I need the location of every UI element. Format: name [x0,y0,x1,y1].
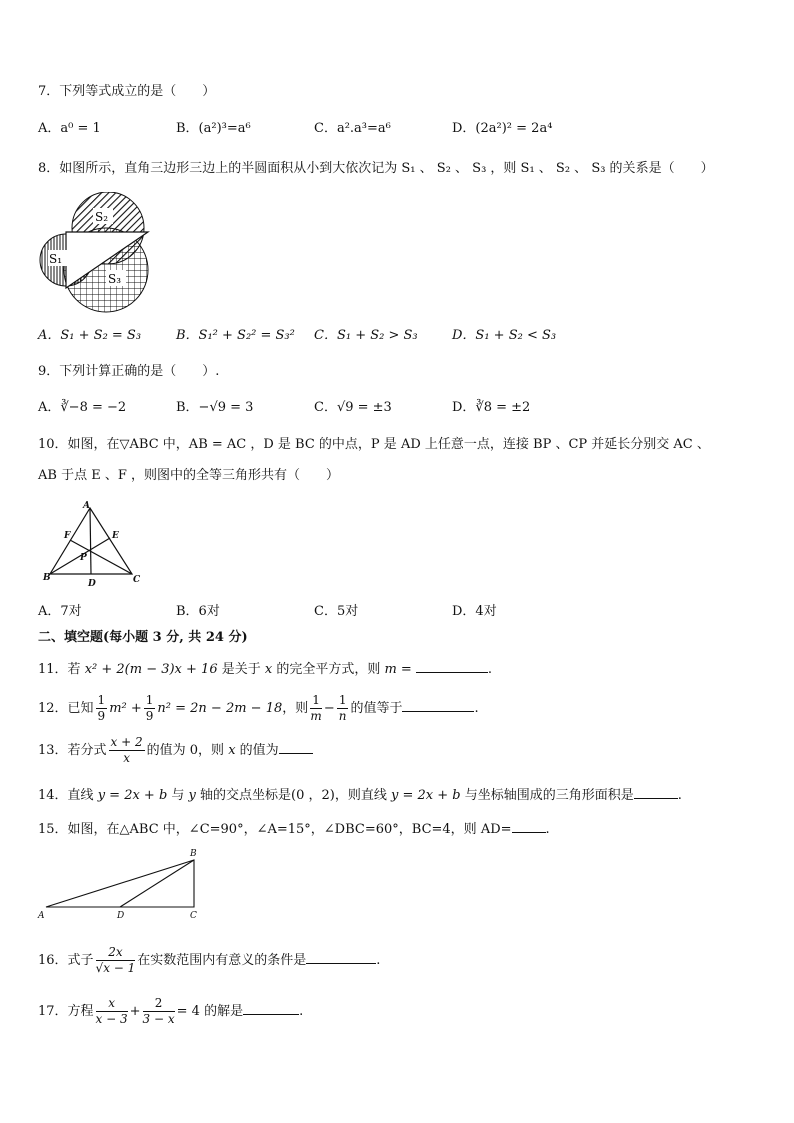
q10-option-c: C．5对 [314,604,359,619]
q16-frac-den: √x − 1 [95,961,136,975]
q15 [38,819,550,840]
label-a: A [83,501,90,511]
q12-frac4 [337,693,349,724]
label-b: B [190,849,197,859]
q13-var: x [228,743,236,758]
q9-option-d: D．∛8 = ±2 [452,400,531,415]
q12-answer-blank[interactable] [402,698,474,712]
section2-heading: 二、填空题(每小题 3 分, 共 24 分) [38,630,248,645]
q16-end: . [376,953,381,968]
q15-end: . [545,822,550,837]
s1-label: S₁ [49,252,63,266]
q16-frac-num: 2x [96,945,136,961]
label-c: C [190,911,197,921]
q12-frac3-num: 1 [312,693,320,707]
q11-answer-blank[interactable] [416,659,488,673]
q14-eq2: y = 2x + b [391,788,461,803]
q15-triangle-figure [34,846,214,922]
q12-term2: n² = 2n − 2m − 18 [157,701,283,716]
q12 [38,692,479,726]
q12-end: . [474,701,479,716]
q13-frac-den: x [123,751,130,765]
q14-answer-blank[interactable] [634,785,678,799]
q16-post: 在实数范围内有意义的条件是 [137,953,307,968]
q14 [38,785,682,806]
q9-option-b: B．−√9 = 3 [176,400,254,415]
q10-option-d: D．4对 [452,604,497,619]
q15-answer-blank[interactable] [512,819,546,833]
q17-frac1-den: x − 3 [95,1012,128,1026]
q8-option-b: B．S₁² + S₂² = S₃² [176,328,295,343]
q12-mid: ，则 [282,701,309,716]
label-p: P [80,553,87,563]
q10-stem-line2: AB 于点 E 、F ，则图中的全等三角形共有（ ） [38,468,339,483]
label-f: F [64,531,71,541]
q10-option-a: A．7对 [38,604,82,619]
q14-pre: 14．直线 [38,788,98,803]
q17-end: . [299,1004,304,1019]
q11-var: x [264,662,273,677]
q7-option-a: A．a⁰ = 1 [38,121,101,136]
q7-options [38,118,758,140]
q12-frac2 [144,693,156,724]
q12-frac4-num: 1 [338,693,347,707]
q17-frac1 [96,996,128,1027]
q13-frac [109,735,145,766]
q7-option-b: B．(a²)³=a⁶ [176,121,251,136]
q17-frac2-den: 3 − x [142,1012,175,1026]
s3-label: S₃ [108,272,122,286]
q11-post: 的完全平方式，则 [272,662,385,677]
q12-term1: m² + [109,701,142,716]
q12-frac4-den: n [338,709,347,723]
label-a: A [38,911,45,921]
label-e: E [112,531,119,541]
label-b: B [43,573,51,583]
q8-options [38,325,758,347]
q17 [38,994,303,1030]
q7-stem: 7．下列等式成立的是（ ） [38,84,216,99]
q16-answer-blank[interactable] [306,950,376,964]
q9-option-a: A．∛−8 = −2 [38,400,127,415]
q17-post: = 4 的解是 [176,1004,244,1019]
triangle-abc [46,860,194,907]
q9-options [38,397,758,419]
q17-frac2-num: 2 [143,996,175,1012]
q13-mid: 的值为 0，则 [146,743,229,758]
q9-stem: 9．下列计算正确的是（ ）. [38,364,220,379]
q14-eq1: y = 2x + b [97,788,168,803]
q8-stem: 8．如图所示，直角三边形三边上的半圆面积从小到大依次记为 S₁ 、 S₂ 、 S₃ ，则 S₁ 、 S₂ 、 S₃ 的关系是（ ） [38,161,714,176]
q16-frac [96,945,136,976]
q14-end: . [677,788,682,803]
label-d: D [117,911,125,921]
q8-semicircle-figure [38,192,158,314]
q12-frac2-den: 9 [145,709,154,723]
q11-end: . [487,662,492,677]
q12-frac2-num: 1 [145,693,154,707]
q11-ans-var: m = [384,662,412,677]
q8-option-c: C．S₁ + S₂ > S₃ [314,328,418,343]
q12-frac3-den: m [310,709,322,723]
q7-option-c: C．a².a³=a⁶ [314,121,391,136]
q14-yvar: y [188,788,196,803]
q12-minus: − [323,701,335,716]
q13-frac-num: x + 2 [110,735,143,749]
q9-option-c: C．√9 = ±3 [314,400,392,415]
q7-option-d: D．(2a²)² = 2a⁴ [452,121,553,136]
q11-mid: 是关于 [217,662,265,677]
q12-frac1-den: 9 [97,709,106,723]
q13-pre: 13．若分式 [38,743,107,758]
q12-frac1 [96,693,108,724]
label-c: C [133,575,141,585]
segment-bd [120,860,194,907]
q8-option-d: D．S₁ + S₂ < S₃ [452,328,557,343]
q12-frac3 [310,693,322,724]
q10-triangle-figure [38,500,148,590]
q10-option-b: B．6对 [176,604,220,619]
segment-ad [90,508,91,574]
q10-options [38,601,758,623]
q17-frac1-num: x [96,996,128,1012]
q17-plus: + [129,1004,141,1019]
q11-expr: x² + 2(m − 3)x + 16 [84,662,218,677]
q13-post: 的值为 [235,743,279,758]
q12-post: 的值等于 [350,701,403,716]
q12-pre: 12．已知 [38,701,94,716]
q13 [38,734,313,768]
q17-frac2 [143,996,175,1027]
q14-post: 与坐标轴围成的三角形面积是 [460,788,634,803]
q11-pre: 11．若 [38,662,85,677]
q16-pre: 16．式子 [38,953,94,968]
q16 [38,943,380,979]
s2-label: S₂ [95,210,109,224]
q13-answer-blank[interactable] [279,740,313,754]
q14-mid2: 轴的交点坐标是(0 ，2)，则直线 [195,788,391,803]
q17-pre: 17．方程 [38,1004,94,1019]
q8-option-a: A．S₁ + S₂ = S₃ [38,328,142,343]
q10-stem-line1: 10．如图，在▽ABC 中，AB = AC ，D 是 BC 的中点，P 是 AD 上任意一点，连接 BP 、CP 并延长分别交 AC 、 [38,437,710,452]
q17-answer-blank[interactable] [243,1001,299,1015]
label-d: D [88,579,96,589]
q12-frac1-num: 1 [97,693,106,707]
q14-mid1: 与 [167,788,189,803]
q15-stem: 15．如图，在△ABC 中，∠C=90°，∠A=15°，∠DBC=60°，BC=4，则 AD= [38,822,512,837]
q11 [38,659,492,680]
